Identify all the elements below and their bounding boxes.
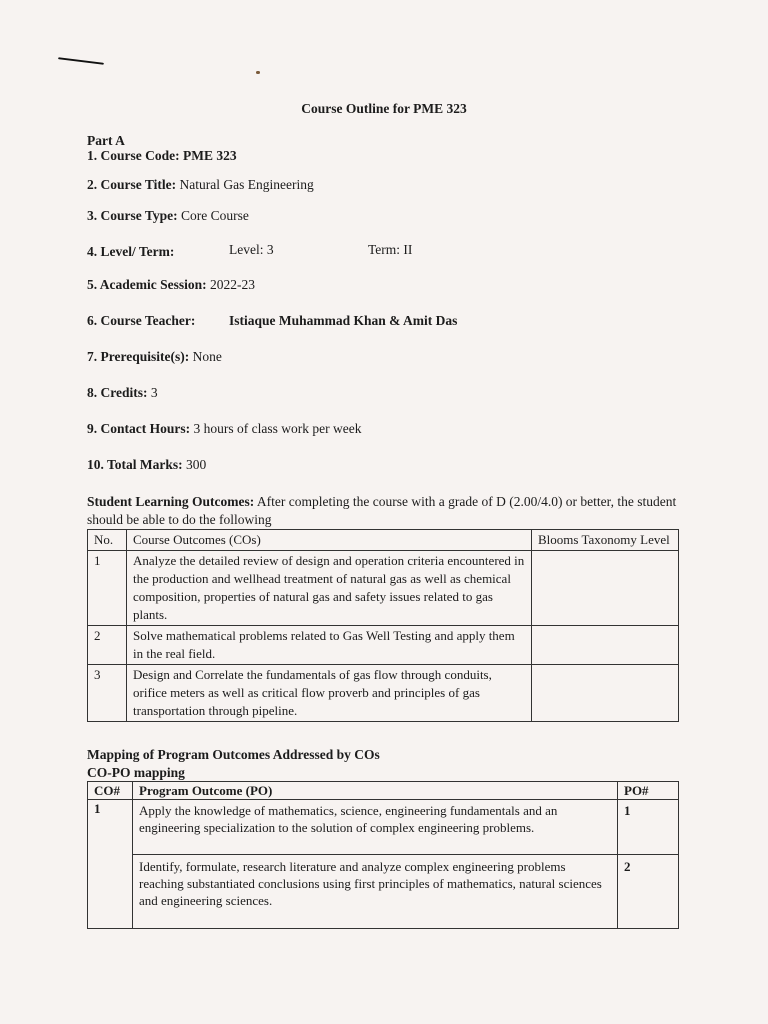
header-blooms-level: Blooms Taxonomy Level — [532, 530, 679, 551]
mapping-subheading: CO-PO mapping — [87, 765, 185, 780]
ink-speck — [256, 71, 260, 74]
table-row — [88, 800, 679, 855]
mapping-heading: Mapping of Program Outcomes Addressed by COs — [87, 747, 380, 762]
header-no: No. — [88, 530, 127, 551]
field-level-term: 4. Level/ Term: — [87, 244, 175, 259]
header-po-number: PO# — [618, 782, 679, 800]
field-course-code: 1. Course Code: PME 323 — [87, 148, 237, 163]
po-text: Identify, formulate, research literature and analyze complex engineering problems reaching substantiated conclusions using first principles of mathematics, natural sciences and engineering sciences. — [133, 855, 618, 929]
po-number: 1 — [618, 800, 679, 855]
table-row — [88, 626, 679, 665]
co-text: Solve mathematical problems related to Gas Well Testing and apply them in the real field. — [127, 626, 532, 665]
header-co-number: CO# — [88, 782, 133, 800]
co-number: 3 — [88, 665, 127, 722]
co-text: Design and Correlate the fundamentals of gas flow through conduits, orifice meters as well as critical flow proverb and principles of gas transportation through pipeline. — [127, 665, 532, 722]
table-row — [88, 551, 679, 626]
po-number: 2 — [618, 855, 679, 929]
course-outcomes-table — [87, 529, 679, 722]
po-text: Apply the knowledge of mathematics, science, engineering fundamentals and an engineering specialization to the solution of complex engineering problems. — [133, 800, 618, 855]
co-po-mapping-table — [87, 781, 679, 929]
table-header-row — [88, 530, 679, 551]
header-program-outcome: Program Outcome (PO) — [133, 782, 618, 800]
table-row — [88, 665, 679, 722]
field-course-type: 3. Course Type: Core Course — [87, 208, 249, 223]
term-value: Term: II — [368, 242, 413, 257]
co-number: 1 — [88, 800, 133, 929]
field-credits: 8. Credits: 3 — [87, 385, 158, 400]
co-blooms-level — [532, 551, 679, 626]
co-blooms-level — [532, 626, 679, 665]
field-total-marks: 10. Total Marks: 300 — [87, 457, 207, 472]
page-title: Course Outline for PME 323 — [301, 101, 467, 116]
co-text: Analyze the detailed review of design and operation criteria encountered in the production and wellhead treatment of natural gas as well as chemical composition, properties of natural gas and safety issues related to gas plants. — [127, 551, 532, 626]
field-academic-session: 5. Academic Session: 2022-23 — [87, 277, 255, 292]
pen-mark — [58, 57, 104, 65]
teacher-value: Istiaque Muhammad Khan & Amit Das — [229, 313, 458, 328]
co-blooms-level — [532, 665, 679, 722]
co-number: 2 — [88, 626, 127, 665]
part-label: Part A — [87, 133, 125, 148]
field-contact-hours: 9. Contact Hours: 3 hours of class work per week — [87, 421, 362, 436]
table-header-row — [88, 782, 679, 800]
field-course-title: 2. Course Title: Natural Gas Engineering — [87, 177, 314, 192]
field-course-teacher: 6. Course Teacher: — [87, 313, 196, 328]
field-prerequisite: 7. Prerequisite(s): None — [87, 349, 222, 364]
table-row — [88, 855, 679, 929]
learning-outcomes-intro: Student Learning Outcomes: After completing the course with a grade of D (2.00/4.0) or better, the student should be able to do the following — [87, 494, 677, 527]
header-course-outcomes: Course Outcomes (COs) — [127, 530, 532, 551]
level-value: Level: 3 — [229, 242, 274, 257]
co-number: 1 — [88, 551, 127, 626]
